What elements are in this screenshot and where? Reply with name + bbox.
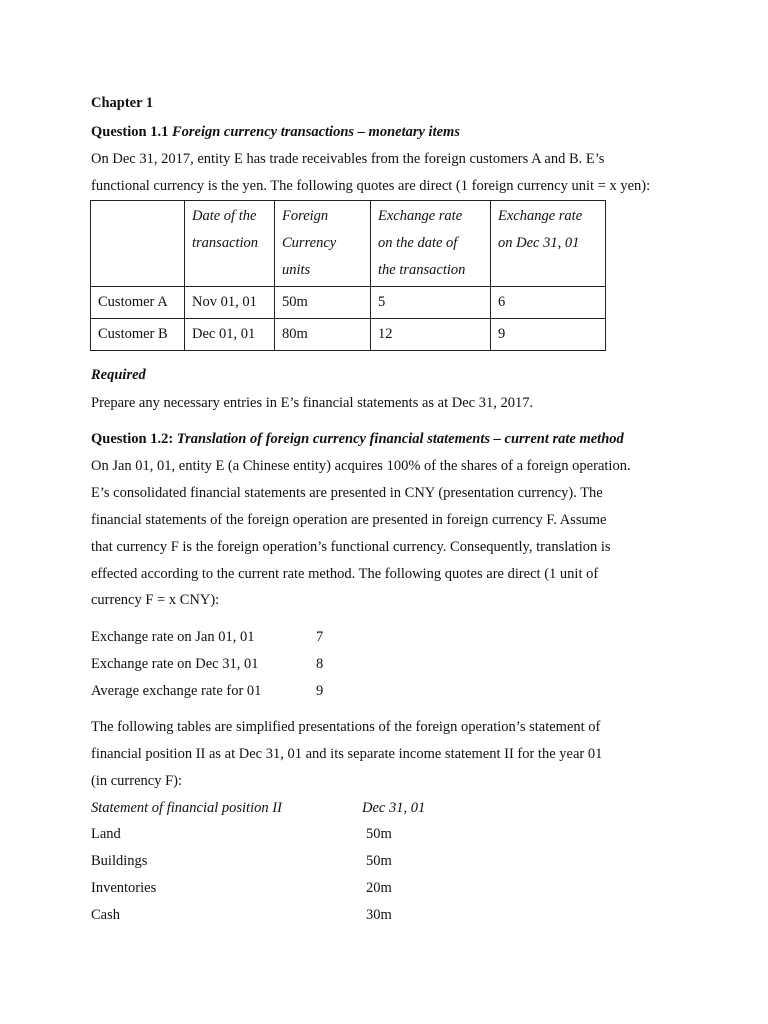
question-1-2-paragraph2-line: (in currency F): [91, 773, 182, 789]
table-row [91, 287, 606, 319]
table-cell: Customer A [91, 287, 185, 319]
chapter-heading: Chapter 1 [91, 95, 154, 111]
table-cell: 12 [371, 319, 491, 351]
required-label: Required [91, 367, 146, 383]
question-1-1-number: Question 1.1 [91, 124, 169, 140]
question-1-2-paragraph2-line: financial position II as at Dec 31, 01 and its separate income statement II for the year 01 [91, 746, 603, 762]
question-1-2-paragraph-line: that currency F is the foreign operation’s functional currency. Consequently, translation is [91, 539, 611, 555]
rate-label: Average exchange rate for 01 [91, 683, 262, 699]
rate-label: Exchange rate on Dec 31, 01 [91, 656, 259, 672]
sfp-item-label: Land [91, 826, 121, 842]
table-cell: Customer B [91, 319, 185, 351]
rate-value: 8 [316, 656, 324, 672]
sfp-item-label: Buildings [91, 853, 148, 869]
table-header-cell: Exchange rate on the date of the transaction [371, 201, 491, 287]
table-header-cell: Date of the transaction [185, 201, 275, 287]
sfp-item-value: 50m [366, 826, 392, 842]
rate-value: 9 [316, 683, 324, 699]
table-header-cell: Foreign Currency units [275, 201, 371, 287]
table-cell: 9 [491, 319, 606, 351]
required-text: Prepare any necessary entries in E’s financial statements as at Dec 31, 2017. [91, 395, 534, 411]
sfp-header-date: Dec 31, 01 [362, 800, 426, 816]
sfp-item-label: Cash [91, 907, 120, 923]
question-1-2-paragraph-line: On Jan 01, 01, entity E (a Chinese entity) acquires 100% of the shares of a foreign operation. [91, 458, 631, 474]
table-cell: Dec 01, 01 [185, 319, 275, 351]
table-cell: Nov 01, 01 [185, 287, 275, 319]
question-1-2-number: Question 1.2: [91, 431, 174, 447]
question-1-2-paragraph-line: financial statements of the foreign operation are presented in foreign currency F. Assume [91, 512, 607, 528]
table-row [91, 319, 606, 351]
table-header-row [91, 201, 606, 287]
receivables-table [90, 200, 606, 351]
question-1-2-paragraph-line: effected according to the current rate method. The following quotes are direct (1 unit of [91, 566, 599, 582]
question-1-2-title: Translation of foreign currency financial statements – current rate method [176, 431, 624, 447]
question-1-1-heading [91, 123, 460, 141]
table-cell: 50m [275, 287, 371, 319]
table-cell: 5 [371, 287, 491, 319]
table-header-cell-empty [91, 201, 185, 287]
rate-value: 7 [316, 629, 324, 645]
question-1-2-paragraph-line: currency F = x CNY): [91, 592, 220, 608]
question-1-1-intro-line-2: functional currency is the yen. The following quotes are direct (1 foreign currency unit = x yen): [91, 178, 651, 194]
sfp-item-label: Inventories [91, 880, 157, 896]
question-1-2-paragraph2-line: The following tables are simplified presentations of the foreign operation’s statement of [91, 719, 601, 735]
rate-label: Exchange rate on Jan 01, 01 [91, 629, 255, 645]
sfp-header-label: Statement of financial position II [91, 800, 282, 816]
question-1-1-intro-line-1: On Dec 31, 2017, entity E has trade receivables from the foreign customers A and B. E’s [91, 151, 605, 167]
question-1-1-title: Foreign currency transactions – monetary items [171, 124, 460, 140]
table-cell: 6 [491, 287, 606, 319]
sfp-item-value: 20m [366, 880, 392, 896]
table-header-cell: Exchange rate on Dec 31, 01 [491, 201, 606, 287]
sfp-item-value: 30m [366, 907, 392, 923]
question-1-2-heading [91, 430, 624, 448]
table-cell: 80m [275, 319, 371, 351]
question-1-2-paragraph-line: E’s consolidated financial statements are presented in CNY (presentation currency). The [91, 485, 603, 501]
sfp-item-value: 50m [366, 853, 392, 869]
